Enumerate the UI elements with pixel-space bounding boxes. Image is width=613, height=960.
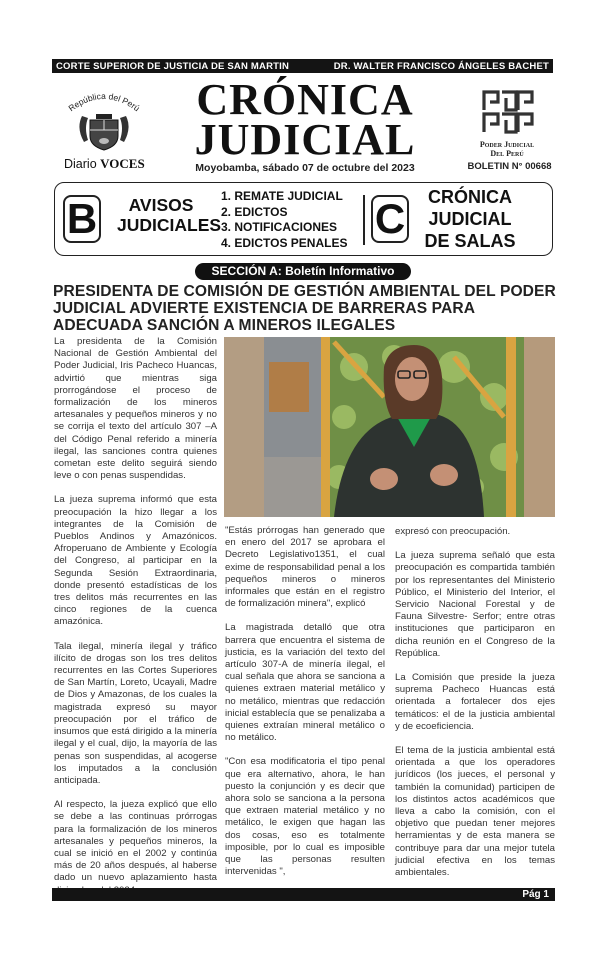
article-headline: PRESIDENTA DE COMISIÓN DE GESTIÓN AMBIENTAL DEL PODER JUDICIAL ADVIERTE EXISTENCIA DE BARRERAS PARA ADECUADA SANCIÓN A MINEROS ILEGALES xyxy=(53,283,556,334)
page-number: Pág 1 xyxy=(522,889,549,900)
arc-text: República del Perú xyxy=(66,90,142,114)
paragraph: La presidenta de la Comisión Nacional de Gestión Ambiental del Poder Judicial, Iris Pacheco Huancas, advirtió que mientras siga prorrogándose el proceso de formalización de los mineros artesanales y pequeños mineros y no se corrija el texto del artículo 307 –A del Código Penal referido a minería ilegal, las sanciones contra quienes cometan este delito seguirá siendo leve o con penas suspendidas. xyxy=(54,336,217,482)
republic-logo xyxy=(56,86,152,176)
paragraph: La jueza suprema señaló que esta preocupación es compartida también por los representantes del Ministerio Público, el Ministerio del Interior, el Servicio Nacional Forestal y de Fauna Silvestre- Serfor; entre otras instituciones que participaron en dicha reunión en el Congreso de la República. xyxy=(395,550,555,659)
section-b-list xyxy=(221,189,347,251)
poder-judicial-emblem-icon xyxy=(462,88,557,138)
section-c-badge: C xyxy=(371,195,409,243)
section-b-item: 2. EDICTOS xyxy=(221,204,288,219)
paragraph: El tema de la justicia ambiental está orientada a que los operadores jurídicos (los jueces, el personal y también la comunidad) participen de los distintos actos académicos que lleva a cabo la comisión, con el objetivo que puedan tener mejores herramientas y de esta manera se contribuye para dar una mejor tutela judicial efectiva en los temas ambientales. xyxy=(395,745,555,879)
issue-date: Moyobamba, sábado 07 de octubre del 2023 xyxy=(195,162,415,174)
footer-bar xyxy=(52,888,555,901)
top-header-bar xyxy=(52,59,553,73)
section-b-badge: B xyxy=(63,195,101,243)
article-column-3 xyxy=(395,526,555,891)
paragraph: La magistrada detalló que otra barrera que encuentra el sistema de justicia, es la variación del texto del artículo 307-A de minería ilegal, el cual señala que ahora se sanciona a quienes extraen material metálico y no metálico, mientras que redacción inicial establecía que se penalizaba a quienes extraían mineral metálico o no metálico. xyxy=(225,622,385,744)
paragraph: "Con esa modificatoria el tipo penal que era alternativo, ahora, le han puesto la conjunción y es decir que ahora solo se sanciona a la persona que extraen material metálico y no metálico, le exigen que hagan las dos cosas, eso es totalmente imposible, por lo cual es imposible que las personas resulten intervenidas ", xyxy=(225,756,385,878)
poder-judicial-name: Poder Judicial Del Perú xyxy=(479,140,535,158)
paragraph: La jueza suprema informó que esta preocupación la hizo llegar a los integrantes de la Comisión de Pueblos Andinos y Amazónicos. Afroperuano de Ambiente y Ecología del Congreso, al participar en la Segunda Sesión Extraordinaria, donde presentó estadísticas de los tres delitos más recurrentes en las cinco regiones de la cuenca amazónica. xyxy=(54,494,217,628)
paragraph: Al respecto, la jueza explicó que ello se debe a las continuas prórrogas para la formalización de los mineros artesanales y pequeños mineros, la cual se inició en el 2002 y continúa más de 20 años después, al haberse dado un nuevo aplazamiento hasta xyxy=(54,799,217,884)
judge-name: DR. WALTER FRANCISCO ÁNGELES BACHET xyxy=(333,60,549,72)
section-label: SECCIÓN A: Boletín Informativo xyxy=(195,263,411,280)
section-divider xyxy=(363,195,365,245)
paragraph: La Comisión que preside la jueza suprema Pacheco Huancas está orientada a fortalecer dos ejes temáticos: el de la justicia ambiental y de ecoeficiencia. xyxy=(395,672,555,732)
poder-judicial-logo xyxy=(462,88,557,178)
paragraph: expresó con preocupación. xyxy=(395,526,511,537)
court-name: CORTE SUPERIOR DE JUSTICIA DE SAN MARTIN xyxy=(56,60,290,72)
article-photo xyxy=(224,337,555,517)
svg-text:República del Perú xyxy=(66,91,141,113)
section-c-title: CRÓNICA JUDICIAL DE SALAS xyxy=(424,187,516,251)
paragraph: Tala ilegal, minería ilegal y tráfico ilícito de drogas son los tres delitos recurrentes en las Cortes Superiores de San Martín, Loreto, Ucayali, Madre de Dios y Amazonas, de los cuales la magistrada expresó su mayor preocupación por el tráfico de insumos que está dirigido a la minería ilegal y el cual, dijo, la mayoría de las penas son suspendidas, al acogerse los imputados a la conclusión anticipada. xyxy=(54,640,217,786)
coat-of-arms-icon xyxy=(56,86,152,158)
masthead-title: CRÓNICA JUDICIAL xyxy=(194,75,416,164)
article-column-2 xyxy=(225,525,385,890)
paragraph: "Estás prórrogas han generado que en enero del 2017 se aprobara el Decreto Legislativo1351, el cual exime de responsabilidad penal a los pequeños mineros o mineros informales que están en el registro de formalización minera", explicó xyxy=(225,525,385,610)
sections-box xyxy=(54,182,553,256)
section-b-item: 3. NOTIFICACIONES xyxy=(221,220,338,234)
section-b-title: AVISOS JUDICIALES xyxy=(117,195,222,235)
section-b-item: 4. EDICTOS PENALES xyxy=(221,235,348,250)
section-b-item: 1. REMATE JUDICIAL xyxy=(221,189,343,203)
article-column-1 xyxy=(54,336,217,909)
paper-name: Diario VOCES xyxy=(64,156,145,171)
bulletin-number: BOLETIN N° 00668 xyxy=(467,161,552,172)
